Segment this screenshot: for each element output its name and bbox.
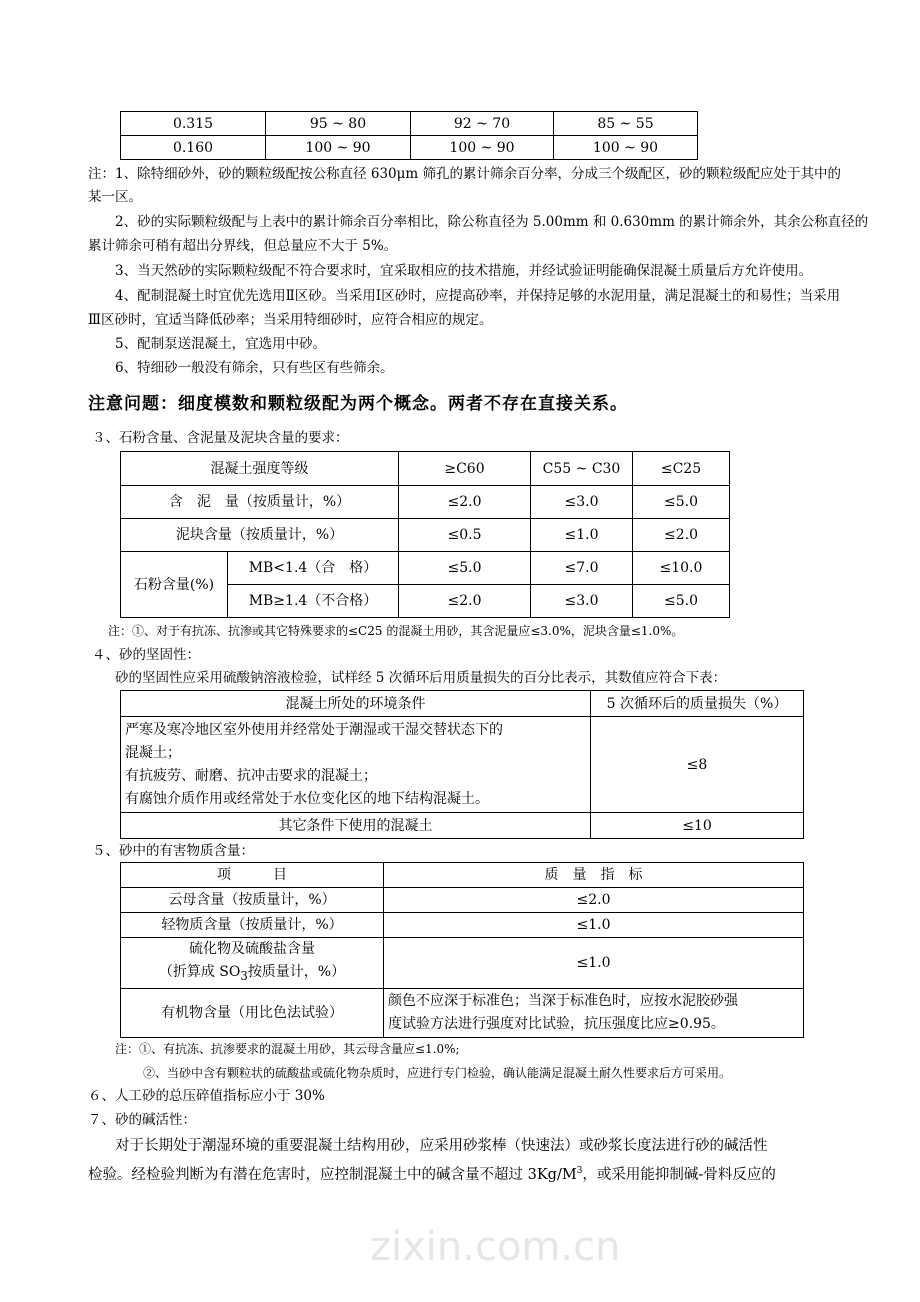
cell: ≤0.5 [399,519,531,552]
section-4-title: ４、砂的坚固性： [92,647,200,663]
note-line: 5、配制泵送混凝土，宜选用中砂。 [115,336,327,352]
text-line [125,961,379,988]
table-row [121,717,804,813]
cell: ≤3.0 [531,486,633,519]
cell: 85 ~ 55 [554,112,698,136]
cell: ≤C25 [633,452,730,486]
table-row [121,813,804,839]
table-row [121,112,698,136]
cell: 95 ~ 80 [266,112,411,136]
section-3-title: ３、石粉含量、含泥量及泥块含量的要求： [92,430,349,446]
text: 按质量计，%） [247,964,346,980]
cell: ≤2.0 [399,486,531,519]
subscript: 3 [240,968,248,983]
cell: 含 泥 量（按质量计，%） [121,486,399,519]
cell: ≤2.0 [633,519,730,552]
section-6: ６、人工砂的总压碎值指标应小于 30% [88,1088,325,1104]
attention-heading: 注意问题：细度模数和颗粒级配为两个概念。两者不存在直接关系。 [88,394,628,414]
table-row [121,913,804,938]
cell: ≤1.0 [531,519,633,552]
note-line: Ⅲ区砂时，宜适当降低砂率；当采用特细砂时，应符合相应的规定。 [88,312,493,328]
note-line: 6、特细砂一般没有筛余，只有些区有些筛余。 [115,360,394,376]
superscript: 3 [576,1166,583,1176]
cell: 混凝土所处的环境条件 [121,691,591,717]
cell: ≤7.0 [531,552,633,585]
cell: 0.160 [121,136,266,160]
cell: C55 ~ C30 [531,452,633,486]
cell: ≤2.0 [399,585,531,618]
cell [121,717,591,813]
table-row [121,938,804,989]
section-4-intro: 砂的坚固性应采用硫酸钠溶液检验，试样经 5 次循环后用质量损失的百分比表示，其数值应符合下表： [115,670,727,686]
text-line: 颜色不应深于标准色；当深于标准色时，应按水泥胶砂强 [388,992,738,1009]
note-line: 4、配制混凝土时宜优先选用Ⅱ区砂。当采用Ⅰ区砂时，应提高砂率，并保持足够的水泥用量，满足混凝土的和易性；当采用 [115,288,841,304]
grading-table [120,111,698,160]
cell: 混凝土强度等级 [121,452,399,486]
cell: ≤1.0 [384,938,804,989]
text: 检验。经检验判断为有潜在危害时，应控制混凝土中的碱含量不超过 3Kg/M [88,1166,577,1183]
note-line: 累计筛余可稍有超出分界线，但总量应不大于 5%。 [88,238,398,254]
clay-content-table [120,451,730,618]
section-3-note: 注：①、对于有抗冻、抗渗或其它特殊要求的≤C25 的混凝土用砂，其含泥量应≤3.0%，泥块含量≤1.0%。 [108,624,684,638]
cell: 100 ~ 90 [266,136,411,160]
cell: 0.315 [121,112,266,136]
harmful-substances-table [120,862,804,1038]
text-line: 有抗疲劳、耐磨、抗冲击要求的混凝土； [125,767,377,784]
table-row [121,691,804,717]
text: ，或采用能抑制碱-骨料反应的 [582,1166,776,1183]
cell: 质 量 指 标 [384,863,804,888]
table-row [121,452,730,486]
note-line: 某一区。 [88,189,142,205]
cell: ≤10.0 [633,552,730,585]
cell: 92 ~ 70 [411,112,554,136]
section-7-line: 对于长期处于潮湿环境的重要混凝土结构用砂，应采用砂浆棒（快速法）或砂浆长度法进行砂的碱活性 [115,1138,768,1154]
cell: 其它条件下使用的混凝土 [121,813,591,839]
note-line: 注：1、除特细砂外，砂的颗粒级配按公称直径 630μm 筛孔的累计筛余百分率，分成三个级配区，砂的颗粒级配应处于其中的 [88,166,842,182]
cell: 泥块含量（按质量计，%） [121,519,399,552]
section-5-note: ②、当砂中含有颗粒状的硫酸盐或硫化物杂质时，应进行专门检验，确认能满足混凝土耐久性要求后方可采用。 [143,1066,732,1080]
text-line: 严寒及寒冷地区室外使用并经常处于潮湿或干湿交替状态下的 [125,721,503,738]
table-row [121,552,730,585]
cell: 100 ~ 90 [554,136,698,160]
watermark: zixin.com.cn [370,1224,621,1270]
table-row [121,863,804,888]
cell: MB≥1.4（不合格） [228,585,399,618]
cell: ≥C60 [399,452,531,486]
text-line: 有腐蚀介质作用或经常处于水位变化区的地下结构混凝土。 [125,790,489,807]
table-row [121,988,804,1037]
soundness-table [120,690,804,839]
text-line: 度试验方法进行强度对比试验，抗压强度比应≥0.95。 [388,1015,725,1032]
text-line: 混凝土； [125,744,181,761]
cell: MB<1.4（合 格） [228,552,399,585]
section-5-title: ５、砂中的有害物质含量： [92,843,254,859]
cell: ≤8 [591,717,804,813]
table-row [121,136,698,160]
cell: ≤1.0 [384,913,804,938]
cell [384,988,804,1037]
cell: 石粉含量(%) [121,552,228,618]
cell: ≤5.0 [633,585,730,618]
note-line: 2、砂的实际颗粒级配与上表中的累计筛余百分率相比，除公称直径为 5.00mm 和 0.630mm 的累计筛余外，其余公称直径的 [115,214,869,230]
cell: ≤3.0 [531,585,633,618]
table-row [121,519,730,552]
cell: ≤5.0 [399,552,531,585]
section-7-title: ７、砂的碱活性： [88,1112,196,1128]
cell: 云母含量（按质量计，%） [121,888,384,913]
text-line: 硫化物及硫酸盐含量 [189,941,315,957]
cell: ≤2.0 [384,888,804,913]
table-row [121,888,804,913]
cell: 项 目 [121,863,384,888]
section-7-line [88,1162,776,1184]
cell: 100 ~ 90 [411,136,554,160]
cell: 5 次循环后的质量损失（%） [591,691,804,717]
cell: ≤10 [591,813,804,839]
section-5-note: 注：①、有抗冻、抗渗要求的混凝土用砂，其云母含量应≤1.0%; [115,1042,460,1056]
note-line: 3、当天然砂的实际颗粒级配不符合要求时，宜采取相应的技术措施，并经试验证明能确保混凝土质量后方允许使用。 [115,263,813,279]
cell: ≤5.0 [633,486,730,519]
cell: 有机物含量（用比色法试验） [121,988,384,1037]
text: （折算成 SO [158,964,241,980]
table-row [121,486,730,519]
cell: 轻物质含量（按质量计，%） [121,913,384,938]
cell [121,938,384,989]
